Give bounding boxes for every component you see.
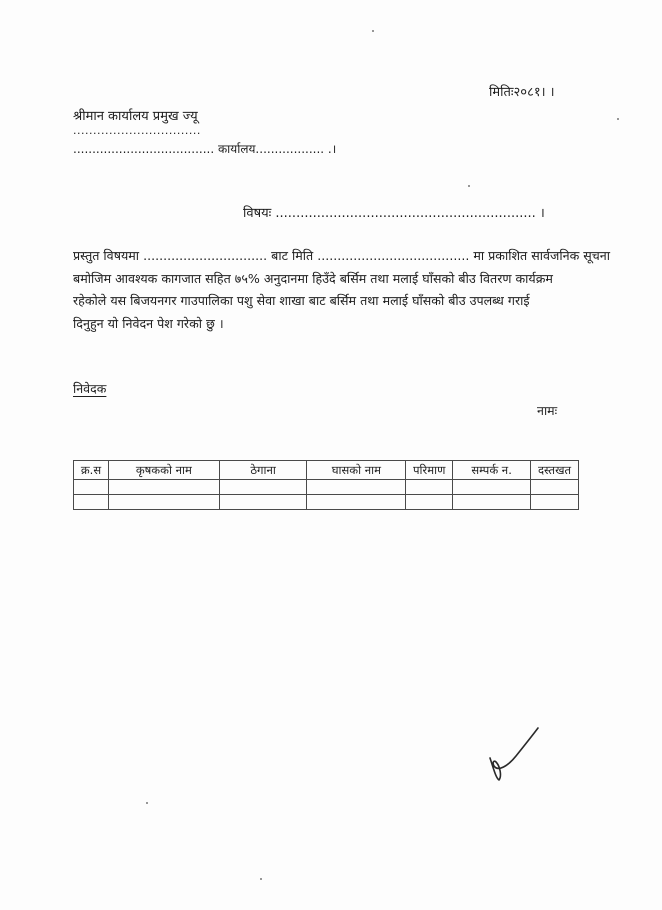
- table-cell: [307, 495, 406, 510]
- scan-speck: [260, 878, 262, 880]
- table-cell: [108, 480, 219, 495]
- body-paragraph: [73, 245, 611, 335]
- recipient-blank-line: ................................: [73, 124, 201, 137]
- subject-line: विषयः ............................................................... ।: [243, 206, 545, 221]
- scan-speck: [617, 118, 619, 120]
- table-row: [74, 480, 579, 495]
- body-line: प्रस्तुत विषयमा ............................... बाट मिति ...................................... मा प्रकाशित सार्वजनिक सूचना: [73, 248, 611, 263]
- table-cell: [74, 495, 109, 510]
- recipient-title: श्रीमान कार्यालय प्रमुख ज्यू: [73, 109, 198, 124]
- handwritten-tick-icon: [486, 726, 546, 786]
- table-cell: [406, 480, 453, 495]
- header-contact-number: सम्पर्क न.: [453, 461, 531, 480]
- body-line: बमोजिम आवश्यक कागजात सहित ७५% अनुदानमा हिउँदे बर्सिम तथा मलाई घाँसको बीउ वितरण कार्यक्रम: [73, 270, 553, 286]
- header-quantity: परिमाण: [406, 461, 453, 480]
- table-cell: [406, 495, 453, 510]
- table-cell: [74, 480, 109, 495]
- table-cell: [453, 480, 531, 495]
- body-line: दिनुहुन यो निवेदन पेश गरेको छु ।: [73, 315, 224, 331]
- header-grass-name: घासको नाम: [307, 461, 406, 480]
- header-serial: क्र.स: [74, 461, 109, 480]
- table-header-row: [74, 461, 579, 480]
- name-label: नामः: [537, 403, 558, 418]
- table-cell: [219, 495, 307, 510]
- scan-speck: [146, 802, 148, 804]
- header-farmer-name: कृषकको नाम: [108, 461, 219, 480]
- recipient-office-line: ..................................... कार्यालय.................. .।: [73, 142, 337, 156]
- date-line: मितिः२०८१। ।: [489, 85, 555, 100]
- scan-speck: [372, 30, 374, 32]
- table-cell: [108, 495, 219, 510]
- table-cell: [531, 495, 579, 510]
- scan-speck: [468, 185, 470, 187]
- table-cell: [307, 480, 406, 495]
- table-cell: [453, 495, 531, 510]
- table-cell: [219, 480, 307, 495]
- farmer-register-table: [73, 460, 579, 510]
- table-row: [74, 495, 579, 510]
- header-address: ठेगाना: [219, 461, 307, 480]
- applicant-label: निवेदक: [73, 381, 107, 396]
- table-cell: [531, 480, 579, 495]
- body-line: रहेकोले यस बिजयनगर गाउपालिका पशु सेवा शाखा बाट बर्सिम तथा मलाई घाँसको बीउ उपलब्ध गराई: [73, 293, 530, 308]
- header-signature: दस्तखत: [531, 461, 579, 480]
